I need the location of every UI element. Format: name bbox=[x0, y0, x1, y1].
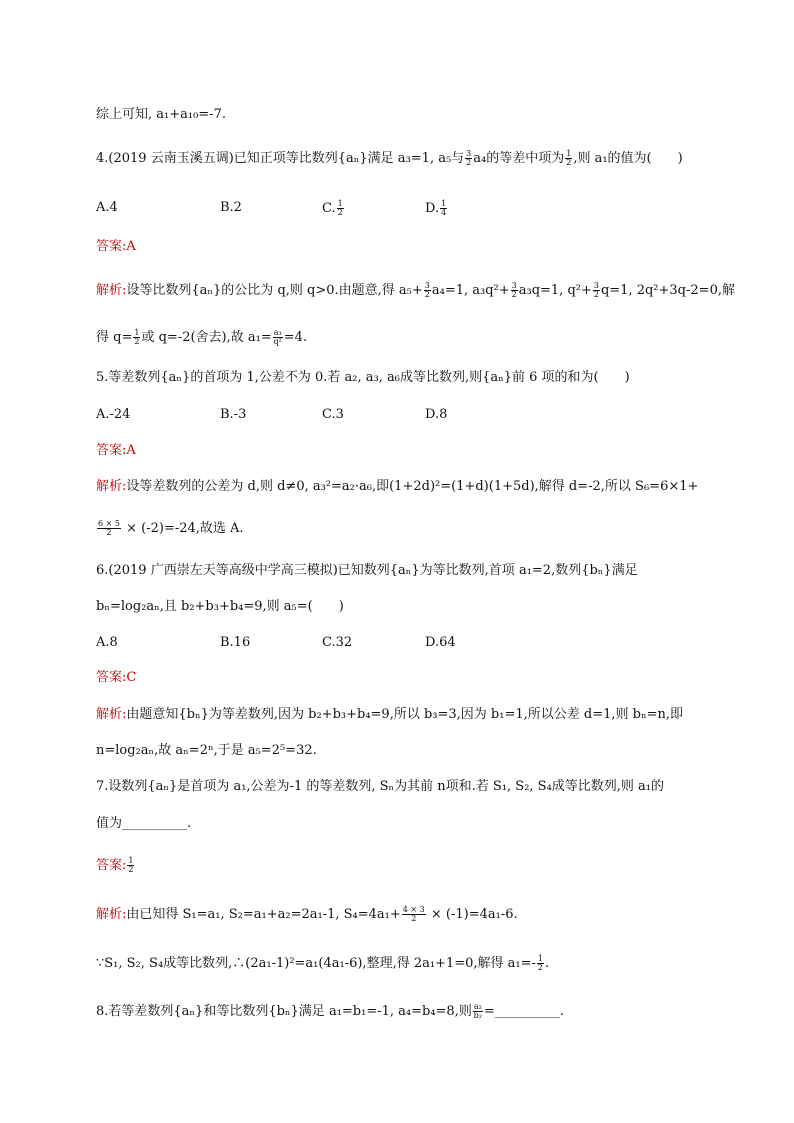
explanation-line: n=log₂aₙ,故 aₙ=2ⁿ,于是 a₅=2⁵=32. bbox=[96, 743, 317, 758]
explanation-line: 解析:设等比数列{aₙ}的公比为 q,则 q>0.由题意,得 a₅+ $\frac{3}{2}$ a₄=1, a₃q²+ $\frac{3}{2}$ a₃q=1, q²+ $\frac{3}{2}$ q=1, 2q²+3q-2=0,解 bbox=[96, 281, 735, 299]
fraction: $\frac{3}{2}$ bbox=[466, 149, 472, 167]
summary-line: 综上可知, a₁+a₁₀=-7. bbox=[96, 107, 226, 122]
explanation-line: 得 q= $\frac{1}{2}$ 或 q=-2(舍去),故 a₁= $\frac{\text{a₃}}{\text{q²}}$ =4. bbox=[96, 328, 308, 346]
option-a: A.8 bbox=[96, 635, 118, 650]
answer-label: 答案:A bbox=[96, 443, 136, 458]
question-8-stem: 8.若等差数列{aₙ}和等比数列{bₙ}满足 a₁=b₁=-1, a₄=b₄=8,则 $\frac{\text{a₂}}{\text{b₂}}$ =__________. bbox=[96, 1002, 564, 1020]
explanation-line: $\frac{6 \times 5}{2}$ × (-2)=-24,故选 A. bbox=[98, 519, 244, 537]
explanation-line: 解析:由题意知{bₙ}为等差数列,因为 b₂+b₃+b₄=9,所以 b₃=3,因为 b₁=1,所以公差 d=1,则 bₙ=n,即 bbox=[96, 707, 683, 722]
question-7-stem: 7.设数列{aₙ}是首项为 a₁,公差为-1 的等差数列, Sₙ为其前 n项和.若 S₁, S₂, S₄成等比数列,则 a₁的 bbox=[96, 779, 665, 794]
explanation-line: ∵S₁, S₂, S₄成等比数列,∴(2a₁-1)²=a₁(4a₁-6),整理,得 2a₁+1=0,解得 a₁=- $\frac{1}{2}$ . bbox=[96, 954, 550, 972]
option-b: B.16 bbox=[220, 635, 251, 650]
option-c: C.32 bbox=[322, 635, 353, 650]
option-b: B.2 bbox=[220, 200, 242, 215]
question-4-stem: 4.(2019 云南玉溪五调)已知正项等比数列{aₙ}满足 a₃=1, a₅与 $\frac{3}{2}$ a₄的等差中项为 $\frac{1}{2}$ ,则 a₁的值为( ) bbox=[96, 149, 683, 167]
option-b: B.-3 bbox=[220, 407, 247, 422]
option-d: D.8 bbox=[425, 407, 448, 422]
option-a: A.4 bbox=[96, 200, 118, 215]
answer-label: 答案:A bbox=[96, 239, 136, 254]
option-c: C.3 bbox=[322, 407, 344, 422]
option-d: D. $\frac{1}{4}$ bbox=[425, 199, 447, 217]
option-d: D.64 bbox=[425, 635, 456, 650]
question-6-stem: 6.(2019 广西崇左天等高级中学高三模拟)已知数列{aₙ}为等比数列,首项 a₁=2,数列{bₙ}满足 bbox=[96, 563, 638, 578]
question-6-stem: bₙ=log₂aₙ,且 b₂+b₃+b₄=9,则 a₅=( ) bbox=[96, 599, 344, 614]
answer-label: 答案:C bbox=[96, 670, 137, 685]
answer-label: 答案: $\frac{1}{2}$ bbox=[96, 856, 134, 874]
explanation-line: 解析:由已知得 S₁=a₁, S₂=a₁+a₂=2a₁-1, S₄=4a₁+ $\frac{4 \times 3}{2}$ × (-1)=4a₁-6. bbox=[96, 905, 518, 923]
option-a: A.-24 bbox=[96, 407, 131, 422]
question-7-stem: 值为__________. bbox=[96, 816, 192, 831]
explanation-line: 解析:设等差数列的公差为 d,则 d≠0, a₃²=a₂·a₆,即(1+2d)²=(1+d)(1+5d),解得 d=-2,所以 S₆=6×1+ bbox=[96, 479, 699, 494]
question-5-stem: 5.等差数列{aₙ}的首项为 1,公差不为 0.若 a₂, a₃, a₆成等比数列,则{aₙ}前 6 项的和为( ) bbox=[96, 370, 630, 385]
option-c: C. $\frac{1}{2}$ bbox=[322, 199, 343, 217]
fraction: $\frac{1}{2}$ bbox=[566, 149, 572, 167]
